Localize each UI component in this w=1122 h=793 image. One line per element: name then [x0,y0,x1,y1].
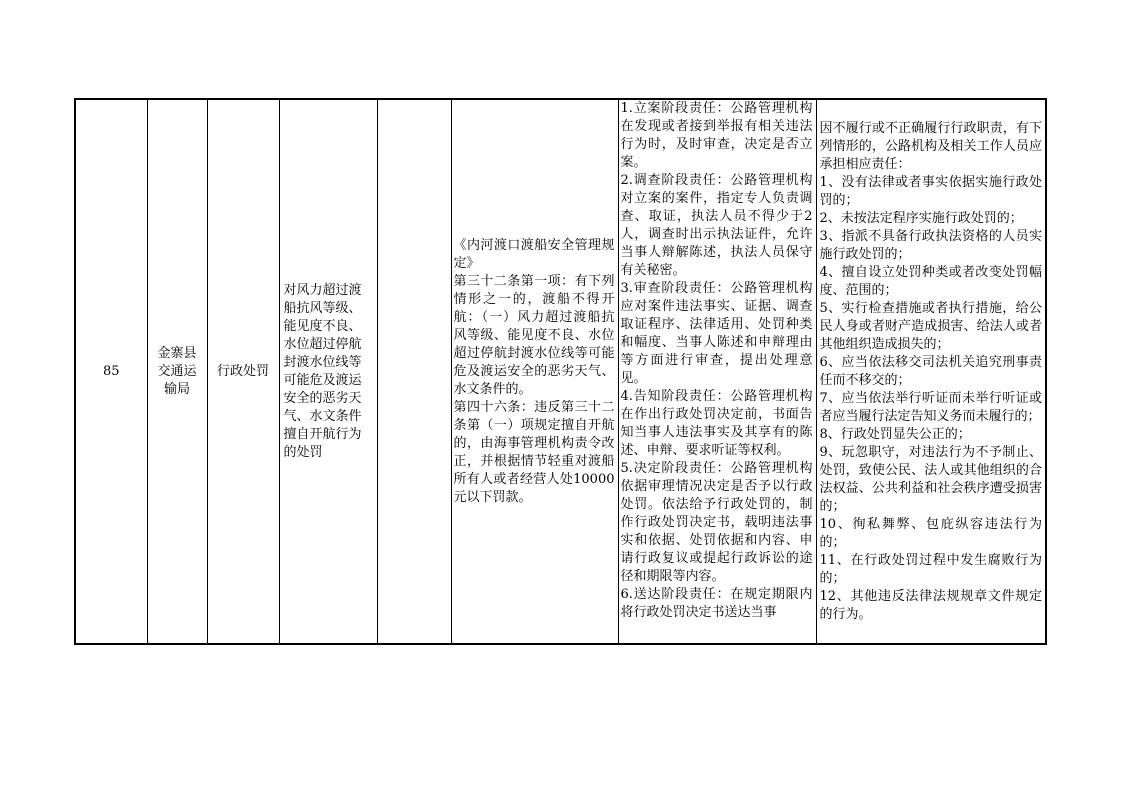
responsibility-paragraph: 6.送达阶段责任：在规定期限内将行政处罚决定书送达当事 [620,587,813,620]
department-name: 金寨县交通运输局 [157,345,197,397]
legal-basis-cell [451,99,618,644]
responsibility-paragraph: 3.审查阶段责任：公路管理机构应对案件违法事实、证据、调查取证程序、法律适用、处罚种类和幅度、当事人陈述和申辩理由等方面进行审查，提出处理意见。 [620,281,813,386]
legal-basis-paragraph: 第三十二条第一项：有下列情形之一的，渡船不得开航：（一）风力超过渡船抗风等级、能见度不良、水位超过停航封渡水位线等可能危及渡运安全的恶劣天气、水文条件的。 [453,273,615,397]
accountability-paragraph: 因不履行或不正确履行行政职责，有下列情形的，公路机构及相关工作人员应承担相应责任： [819,121,1042,172]
item-number-cell [75,99,147,644]
responsibility-paragraph: 4.告知阶段责任：公路管理机构在作出行政处罚决定前，书面告知当事人违法事实及其享有的陈述、申辩、要求听证等权利。 [620,389,813,458]
accountability-paragraph: 4、擅自设立处罚种类或者改变处罚幅度、范围的； [819,265,1042,298]
accountability-paragraph: 5、实行检查措施或者执行措施，给公民人身或者财产造成损害、给法人或者其他组织造成损失的； [819,301,1042,352]
legal-basis-text [452,237,618,507]
item-number: 85 [102,363,120,379]
responsibility-cell [618,99,816,644]
sub-item-cell [377,99,451,644]
accountability-paragraph: 9、玩忽职守，对违法行为不予制止、处罚，致使公民、法人或其他组织的合法权益、公共利益和社会秩序遭受损害的； [819,445,1042,514]
accountability-cell [816,99,1046,644]
accountability-paragraph: 12、其他违反法律法规规章文件规定的行为。 [819,589,1042,622]
power-category-cell [207,99,279,644]
accountability-paragraph: 8、行政处罚显失公正的； [819,427,971,442]
accountability-text [817,119,1046,624]
responsibility-paragraph: 1.立案阶段责任：公路管理机构在发现或者接到举报有相关违法行为时，及时审查，决定是否立案。 [620,101,813,170]
power-category: 行政处罚 [216,363,269,379]
responsibility-text [619,100,816,643]
accountability-paragraph: 2、未按法定程序实施行政处罚的； [819,211,1023,226]
department-cell [147,99,207,644]
accountability-paragraph: 1、没有法律或者事实依据实施行政处罚的； [819,175,1042,208]
power-item-cell [279,99,377,644]
legal-basis-paragraph: 《内河渡口渡船安全管理规定》 [453,237,615,271]
table-row [75,99,1046,644]
accountability-paragraph: 10、徇私舞弊、包庇纵容违法行为的； [819,517,1042,550]
responsibility-paragraph: 2.调查阶段责任：公路管理机构对立案的案件，指定专人负责调查、取证，执法人员不得少于2人，调查时出示执法证件，允许当事人辩解陈述，执法人员保守有关秘密。 [620,173,813,278]
power-item-name: 对风力超过渡船抗风等级、能见度不良、水位超过停航封渡水位线等可能危及渡运安全的恶劣天气、水文条件擅自开航行为的处罚 [283,282,362,460]
power-list-table [74,98,1047,645]
accountability-paragraph: 7、应当依法举行听证而未举行听证或者应当履行法定告知义务而未履行的； [819,391,1042,424]
accountability-paragraph: 11、在行政处罚过程中发生腐败行为的； [819,553,1042,586]
legal-basis-paragraph: 第四十六条：违反第三十二条第（一）项规定擅自开航的，由海事管理机构责令改正，并根据情节轻重对渡船所有人或者经营人处10000元以下罚款。 [453,399,615,505]
accountability-paragraph: 6、应当依法移交司法机关追究刑事责任而不移交的； [819,355,1042,388]
accountability-paragraph: 3、指派不具备行政执法资格的人员实施行政处罚的； [819,229,1042,262]
responsibility-paragraph: 5.决定阶段责任：公路管理机构依据审理情况决定是否予以行政处罚。依法给予行政处罚的，制作行政处罚决定书，载明违法事实和依据、处罚依据和内容、申请行政复议或提起行政诉讼的途径和期限等内容。 [620,461,813,584]
